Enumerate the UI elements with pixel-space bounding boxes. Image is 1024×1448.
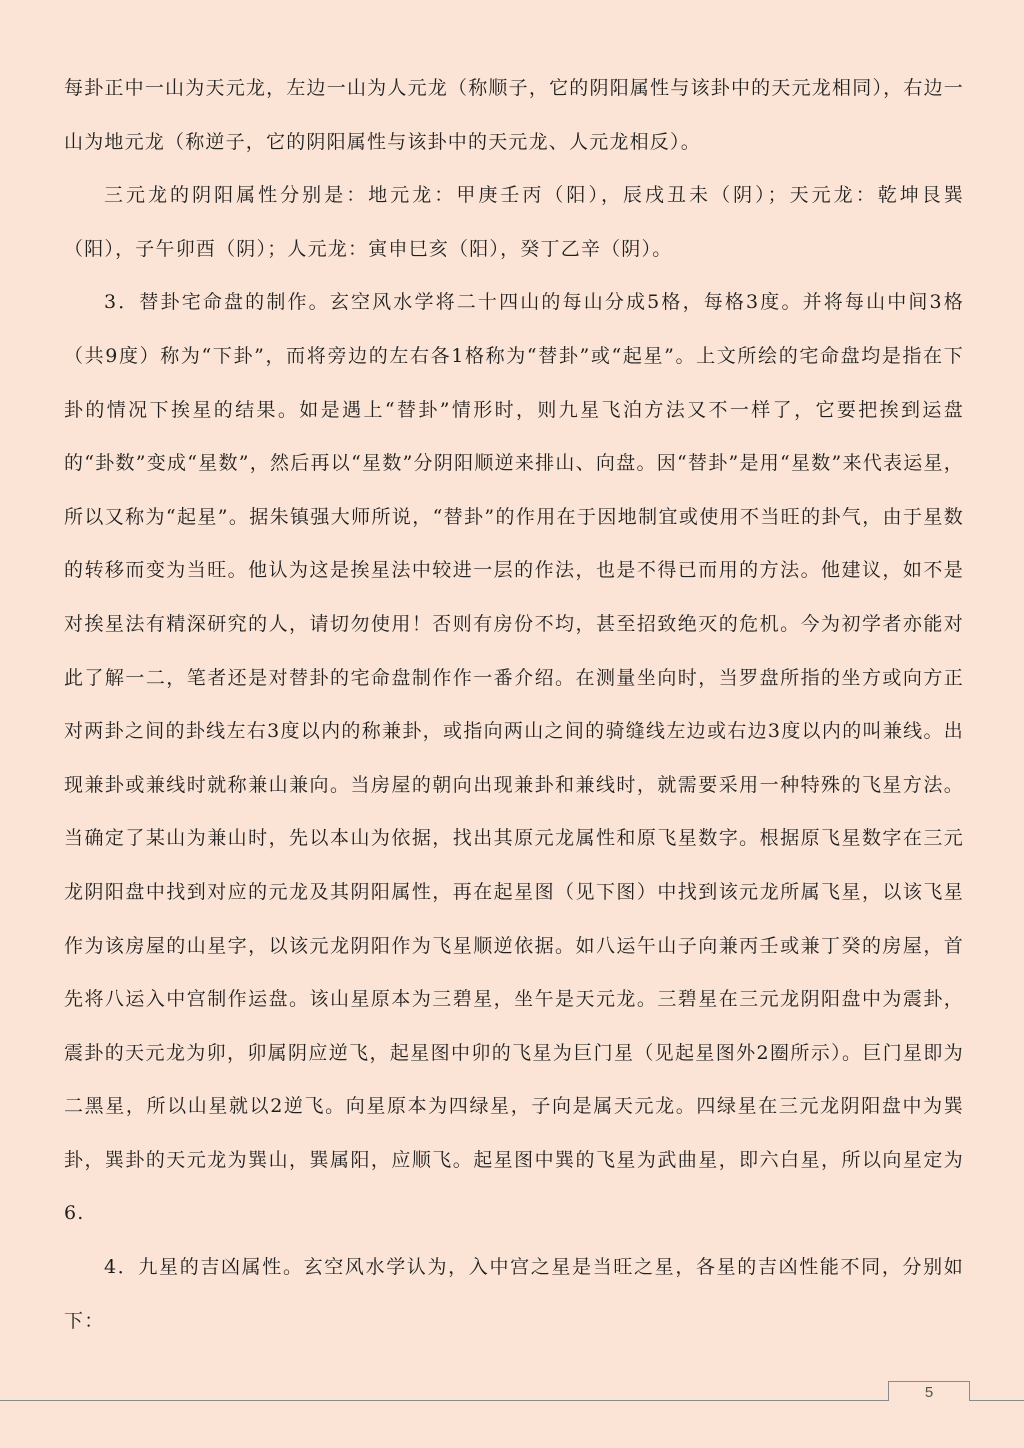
paragraph-yuanlong-definition: 每卦正中一山为天元龙，左边一山为人元龙（称顺子，它的阴阳属性与该卦中的天元龙相同），右边一山为地元龙（称逆子，它的阴阳属性与该卦中的天元龙、人元龙相反）。 xyxy=(64,77,964,153)
document-body xyxy=(64,62,964,1348)
paragraph-yinyang-attributes: 三元龙的阴阳属性分别是：地元龙：甲庚壬丙（阳），辰戌丑未（阴）；天元龙：乾坤艮巽（阳），子午卯酉（阴）；人元龙：寅申巳亥（阳），癸丁乙辛（阴）。 xyxy=(64,184,964,260)
page-number: 5 xyxy=(888,1381,970,1401)
paragraph-tigua-chart: 3．替卦宅命盘的制作。玄空风水学将二十四山的每山分成5格，每格3度。并将每山中间3格（共9度）称为“下卦”，而将旁边的左右各1格称为“替卦”或“起星”。上文所绘的宅命盘均是指在下卦的情况下挨星的结果。如是遇上“替卦”情形时，则九星飞泊方法又不一样了，它要把挨到运盘的“卦数”变成“星数”，然后再以“星数”分阴阳顺逆来排山、向盘。因“替卦”是用“星数”来代表运星，所以又称为“起星”。据朱镇强大师所说，“替卦”的作用在于因地制宜或使用不当旺的卦气，由于星数的转移而变为当旺。他认为这是挨星法中较进一层的作法，也是不得已而用的方法。他建议，如不是对挨星法有精深研究的人，请切勿使用！否则有房份不均，甚至招致绝灭的危机。今为初学者亦能对此了解一二，笔者还是对替卦的宅命盘制作作一番介绍。在测量坐向时，当罗盘所指的坐方或向方正对两卦之间的卦线左右3度以内的称兼卦，或指向两山之间的骑缝线左边或右边3度以内的叫兼线。出现兼卦或兼线时就称兼山兼向。当房屋的朝向出现兼卦和兼线时，就需要采用一种特殊的飞星方法。当确定了某山为兼山时，先以本山为依据，找出其原元龙属性和原飞星数字。根据原飞星数字在三元龙阴阳盘中找到对应的元龙及其阴阳属性，再在起星图（见下图）中找到该元龙所属飞星，以该飞星作为该房屋的山星字，以该元龙阴阳作为飞星顺逆依据。如八运午山子向兼丙壬或兼丁癸的房屋，首先将八运入中宫制作运盘。该山星原本为三碧星，坐午是天元龙。三碧星在三元龙阴阳盘中为震卦，震卦的天元龙为卯，卯属阴应逆飞，起星图中卯的飞星为巨门星（见起星图外2圈所示）。巨门星即为二黑星，所以山星就以2逆飞。向星原本为四绿星，子向是属天元龙。四绿星在三元龙阴阳盘中为巽卦，巽卦的天元龙为巽山，巽属阳，应顺飞。起星图中巽的飞星为武曲星，即六白星，所以向星定为6. xyxy=(64,291,964,1225)
footer-divider xyxy=(0,1400,1024,1401)
paragraph-nine-stars-heading: 4．九星的吉凶属性。玄空风水学认为，入中宫之星是当旺之星，各星的吉凶性能不同，分别如下： xyxy=(64,1256,964,1332)
